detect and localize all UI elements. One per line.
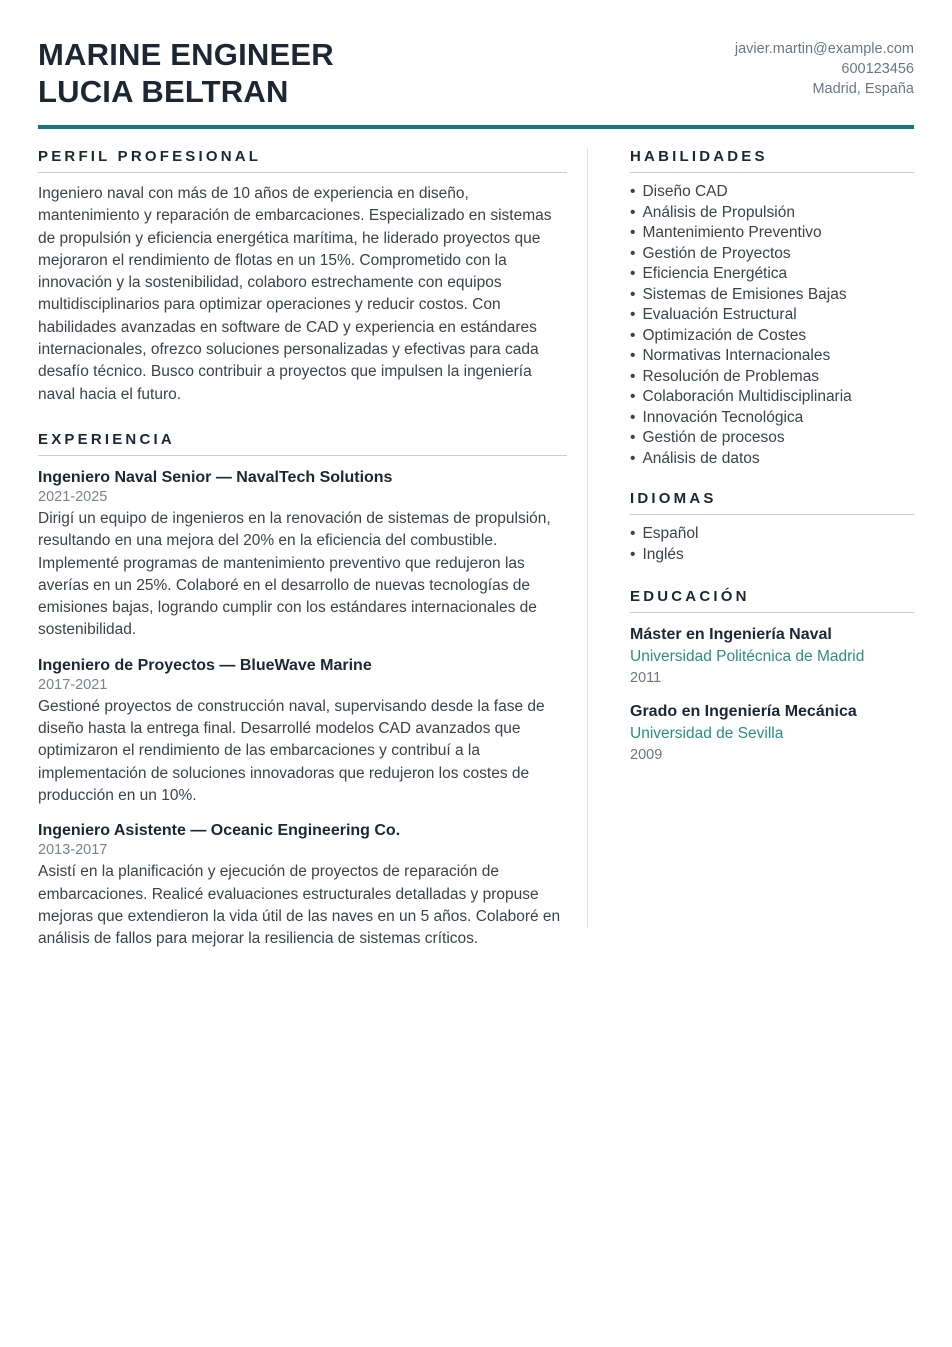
language-item: • Inglés — [630, 545, 914, 566]
skill-item: • Normativas Internacionales — [630, 346, 914, 367]
job-title: Ingeniero Naval Senior — NavalTech Solutions — [38, 468, 393, 486]
language-item: • Español — [630, 524, 914, 545]
contact-info — [735, 36, 914, 99]
section-profile — [38, 148, 567, 406]
education-entry — [630, 703, 914, 763]
skill-item: • Análisis de datos — [630, 449, 914, 470]
skills-list — [630, 182, 914, 469]
section-heading-skills: HABILIDADES — [630, 148, 914, 173]
job-description: Gestioné proyectos de construcción naval, supervisando desde la fase de diseño hasta la entrega final. Desarrollé modelos CAD avanzados que optimizaron el rendimiento de las embarcaciones y contribuí a la implementación de soluciones innovadoras que redujeron los costes de producción en un 10%. — [38, 697, 545, 804]
section-skills — [630, 148, 914, 469]
title-role: MARINE ENGINEER — [38, 37, 334, 72]
job-title: Ingeniero Asistente — Oceanic Engineering Co. — [38, 822, 401, 840]
header — [38, 36, 914, 110]
job-dates: 2021-2025 — [38, 488, 108, 505]
job-description: Dirigí un equipo de ingenieros en la renovación de sistemas de propulsión, resultando en una mejora del 20% en la eficiencia del combustible. Implementé programas de mantenimiento preventivo que redujeron las averías en un 25%. Colaboré en el desarrollo de nuevas tecnologías de emisiones bajas, logrando cumplir con los estándares internacionales de sostenibilidad. — [38, 509, 551, 639]
content-columns — [38, 148, 914, 950]
languages-list — [630, 524, 914, 565]
job-entry — [38, 469, 567, 642]
skill-item: • Colaboración Multidisciplinaria — [630, 387, 914, 408]
skill-item: • Optimización de Costes — [630, 326, 914, 347]
skill-item: • Diseño CAD — [630, 182, 914, 203]
profile-text: Ingeniero naval con más de 10 años de experiencia en diseño, mantenimiento y reparación de embarcaciones. Especializado en sistemas de propulsión y eficiencia energética marítima, he liderado proyectos que mejoraron el rendimiento de flotas en un 15%. Comprometido con la innovación y la sostenibilidad, colaboro estrechamente con equipos multidisciplinarios para optimizar operaciones y reducir costos. Con habilidades avanzadas en software de CAD y experiencia en estándares internacionales, ofrezco soluciones personalizadas y efectivas para cada desafío técnico. Busco contribuir a proyectos que impulsen la ingeniería naval hacia el futuro. — [38, 185, 552, 403]
contact-location: Madrid, España — [812, 81, 914, 97]
contact-phone: 600123456 — [841, 61, 914, 77]
skill-item: • Eficiencia Energética — [630, 264, 914, 285]
skill-item: • Evaluación Estructural — [630, 305, 914, 326]
page-title — [38, 36, 334, 110]
section-heading-languages: IDIOMAS — [630, 490, 914, 515]
contact-email: javier.martin@example.com — [734, 41, 914, 57]
left-column — [38, 148, 567, 950]
section-heading-profile: PERFIL PROFESIONAL — [38, 148, 567, 173]
education-entry — [630, 626, 914, 686]
education-school: Universidad de Sevilla — [630, 725, 784, 742]
job-entry — [38, 822, 567, 950]
skill-item: • Sistemas de Emisiones Bajas — [630, 285, 914, 306]
job-description: Asistí en la planificación y ejecución de proyectos de reparación de embarcaciones. Realicé evaluaciones estructurales detalladas y propuse mejoras que extendieron la vida útil de las naves en un 5 años. Colaboré en análisis de fallos para mejorar la resiliencia de sistemas críticos. — [38, 863, 561, 948]
job-entry — [38, 657, 567, 807]
job-dates: 2013-2017 — [38, 842, 108, 859]
education-degree: Grado en Ingeniería Mecánica — [630, 703, 857, 720]
skill-item: • Análisis de Propulsión — [630, 203, 914, 224]
skill-item: • Mantenimiento Preventivo — [630, 223, 914, 244]
section-heading-education: EDUCACIÓN — [630, 588, 914, 613]
section-languages — [630, 490, 914, 565]
education-school: Universidad Politécnica de Madrid — [630, 648, 865, 665]
skill-item: • Gestión de procesos — [630, 428, 914, 449]
education-year: 2009 — [630, 747, 663, 763]
column-divider — [587, 148, 588, 928]
job-title: Ingeniero de Proyectos — BlueWave Marine — [38, 656, 372, 674]
header-accent-rule — [38, 125, 914, 129]
skill-item: • Gestión de Proyectos — [630, 244, 914, 265]
section-heading-experience: EXPERIENCIA — [38, 431, 567, 456]
skill-item: • Resolución de Problemas — [630, 367, 914, 388]
education-degree: Máster en Ingeniería Naval — [630, 626, 832, 643]
title-name: LUCIA BELTRAN — [38, 74, 289, 109]
section-experience — [38, 431, 567, 950]
skill-item: • Innovación Tecnológica — [630, 408, 914, 429]
right-column — [630, 148, 914, 763]
education-year: 2011 — [630, 670, 662, 686]
section-education — [630, 588, 914, 763]
job-dates: 2017-2021 — [38, 676, 108, 693]
